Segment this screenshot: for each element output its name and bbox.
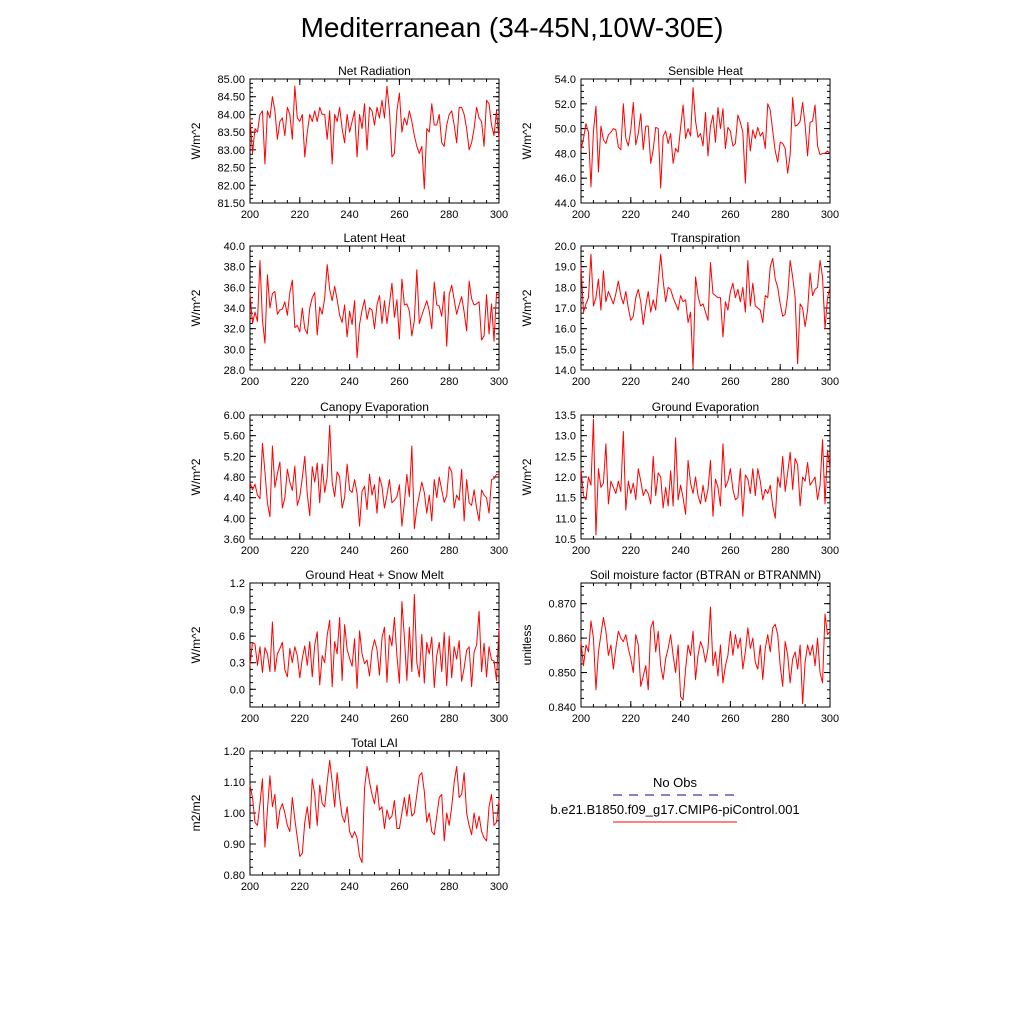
ground-heat-snow-melt-title: Ground Heat + Snow Melt: [305, 568, 444, 582]
net-radiation-y-tick-label: 83.00: [217, 144, 245, 157]
total-lai-x-tick-label: 280: [440, 881, 459, 893]
transpiration-title: Transpiration: [670, 231, 741, 245]
soil-moisture-factor-btran-or-btranmn-series-line: [581, 607, 830, 703]
canopy-evaporation-y-tick-label: 3.60: [223, 534, 245, 546]
latent-heat-x-tick-label: 220: [290, 376, 309, 388]
panel-latent-heat: [189, 231, 508, 388]
legend-line-model: [610, 819, 740, 825]
transpiration-frame: [581, 246, 830, 370]
sensible-heat-y-tick-label: 50.0: [554, 123, 576, 136]
ground-evaporation-ylabel: W/m^2: [520, 458, 534, 496]
sensible-heat-x-tick-label: 240: [671, 209, 690, 221]
panel-canopy-evaporation: [189, 400, 508, 557]
sensible-heat-x-tick-label: 280: [771, 209, 790, 221]
transpiration-ylabel: W/m^2: [520, 289, 534, 327]
canopy-evaporation-y-tick-label: 4.80: [223, 472, 245, 484]
canopy-evaporation-x-tick-label: 220: [290, 545, 309, 557]
net-radiation-series-line: [250, 86, 499, 189]
transpiration-y-tick-label: 14.0: [554, 365, 576, 377]
canopy-evaporation-y-tick-label: 4.00: [223, 513, 245, 526]
sensible-heat-ylabel: W/m^2: [520, 122, 534, 160]
legend-label-obs: No Obs: [652, 775, 698, 790]
net-radiation-frame: [250, 79, 499, 203]
total-lai-x-tick-label: 260: [390, 881, 409, 893]
total-lai-x-tick-label: 240: [340, 881, 359, 893]
soil-moisture-factor-btran-or-btranmn-title: Soil moisture factor (BTRAN or BTRANMN): [589, 568, 822, 582]
ground-heat-snow-melt-y-tick-label: 0.6: [229, 631, 245, 644]
net-radiation-y-tick-label: 81.50: [217, 198, 245, 210]
latent-heat-title: Latent Heat: [343, 231, 406, 245]
transpiration-x-tick-label: 260: [721, 376, 740, 388]
ground-heat-snow-melt-y-tick-label: 0.3: [229, 657, 245, 670]
panel-net-radiation: [189, 64, 508, 221]
legend-label-model: b.e21.B1850.f09_g17.CMIP6-piControl.001: [550, 802, 800, 817]
transpiration-x-tick-label: 280: [771, 376, 790, 388]
net-radiation-y-tick-label: 85.00: [217, 74, 245, 86]
net-radiation-x-tick-label: 300: [489, 209, 509, 221]
ground-evaporation-title: Ground Evaporation: [651, 400, 760, 414]
legend-line-obs: [610, 792, 740, 798]
ground-evaporation-y-tick-label: 13.5: [554, 410, 576, 422]
net-radiation-x-tick-label: 200: [240, 209, 260, 221]
transpiration-y-tick-label: 17.0: [554, 303, 576, 315]
ground-heat-snow-melt-x-tick-label: 280: [440, 713, 459, 725]
net-radiation-x-tick-label: 240: [340, 209, 359, 221]
canopy-evaporation-x-tick-label: 280: [440, 545, 459, 557]
ground-heat-snow-melt-frame: [250, 583, 499, 707]
canopy-evaporation-y-tick-label: 5.20: [223, 451, 245, 464]
net-radiation-x-tick-label: 280: [440, 209, 459, 221]
ground-evaporation-y-tick-label: 11.0: [555, 513, 576, 526]
ground-heat-snow-melt-y-tick-label: 1.2: [229, 578, 245, 590]
ground-evaporation-y-tick-label: 12.5: [554, 451, 576, 464]
latent-heat-x-tick-label: 300: [489, 376, 509, 388]
sensible-heat-y-tick-label: 46.0: [554, 173, 576, 186]
canopy-evaporation-y-tick-label: 4.40: [223, 492, 245, 505]
soil-moisture-factor-btran-or-btranmn-x-tick-label: 200: [571, 713, 591, 725]
transpiration-x-tick-label: 200: [571, 376, 591, 388]
sensible-heat-x-tick-label: 260: [721, 209, 740, 221]
canopy-evaporation-x-tick-label: 300: [489, 545, 509, 557]
ground-evaporation-y-tick-label: 13.0: [554, 430, 576, 443]
soil-moisture-factor-btran-or-btranmn-ylabel: unitless: [520, 624, 534, 666]
latent-heat-y-tick-label: 36.0: [223, 282, 245, 295]
ground-evaporation-x-tick-label: 220: [621, 545, 640, 557]
ground-heat-snow-melt-x-tick-label: 220: [290, 713, 309, 725]
latent-heat-x-tick-label: 200: [240, 376, 260, 388]
ground-heat-snow-melt-ylabel: W/m^2: [189, 626, 203, 664]
canopy-evaporation-x-tick-label: 200: [240, 545, 260, 557]
soil-moisture-factor-btran-or-btranmn-y-tick-label: 0.850: [548, 667, 576, 680]
sensible-heat-x-tick-label: 200: [571, 209, 591, 221]
ground-evaporation-y-tick-label: 10.5: [554, 534, 576, 546]
latent-heat-y-tick-label: 34.0: [223, 303, 245, 315]
ground-evaporation-frame: [581, 415, 830, 539]
total-lai-x-tick-label: 220: [290, 881, 309, 893]
ground-heat-snow-melt-x-tick-label: 260: [390, 713, 409, 725]
total-lai-title: Total LAI: [351, 736, 398, 750]
latent-heat-ylabel: W/m^2: [189, 289, 203, 327]
panel-total-lai: [189, 736, 508, 893]
net-radiation-x-tick-label: 220: [290, 209, 309, 221]
canopy-evaporation-x-tick-label: 240: [340, 545, 359, 557]
transpiration-x-tick-label: 300: [820, 376, 840, 388]
latent-heat-y-tick-label: 38.0: [223, 261, 245, 274]
sensible-heat-title: Sensible Heat: [668, 64, 743, 78]
panel-transpiration: [520, 231, 839, 388]
net-radiation-y-tick-label: 82.50: [217, 162, 245, 175]
sensible-heat-y-tick-label: 48.0: [554, 148, 576, 161]
soil-moisture-factor-btran-or-btranmn-x-tick-label: 220: [621, 713, 640, 725]
transpiration-y-tick-label: 19.0: [554, 261, 576, 274]
ground-heat-snow-melt-series-line: [250, 595, 499, 689]
ground-heat-snow-melt-x-tick-label: 200: [240, 713, 260, 725]
latent-heat-x-tick-label: 240: [340, 376, 359, 388]
panel-soil-moisture-factor-btran-or-btranmn: [520, 568, 839, 725]
total-lai-x-tick-label: 200: [240, 881, 260, 893]
canopy-evaporation-y-tick-label: 5.60: [223, 430, 245, 443]
net-radiation-x-tick-label: 260: [390, 209, 409, 221]
transpiration-y-tick-label: 18.0: [554, 282, 576, 295]
latent-heat-frame: [250, 246, 499, 370]
soil-moisture-factor-btran-or-btranmn-y-tick-label: 0.870: [548, 598, 576, 611]
ground-evaporation-series-line: [581, 419, 830, 535]
panel-sensible-heat: [520, 64, 839, 221]
ground-heat-snow-melt-y-tick-label: 0.9: [229, 604, 245, 617]
transpiration-y-tick-label: 16.0: [554, 323, 576, 336]
net-radiation-y-tick-label: 83.50: [217, 127, 245, 140]
canopy-evaporation-series-line: [250, 425, 499, 528]
soil-moisture-factor-btran-or-btranmn-y-tick-label: 0.840: [548, 702, 576, 714]
net-radiation-y-tick-label: 84.50: [217, 91, 245, 104]
soil-moisture-factor-btran-or-btranmn-x-tick-label: 280: [771, 713, 790, 725]
transpiration-y-tick-label: 20.0: [554, 241, 576, 253]
ground-evaporation-x-tick-label: 200: [571, 545, 591, 557]
ground-evaporation-x-tick-label: 280: [771, 545, 790, 557]
canopy-evaporation-x-tick-label: 260: [390, 545, 409, 557]
latent-heat-series-line: [250, 260, 499, 357]
ground-heat-snow-melt-x-tick-label: 300: [489, 713, 509, 725]
total-lai-frame: [250, 751, 499, 875]
ground-heat-snow-melt-x-tick-label: 240: [340, 713, 359, 725]
latent-heat-y-tick-label: 32.0: [223, 323, 245, 336]
total-lai-y-tick-label: 0.90: [223, 839, 245, 851]
net-radiation-y-tick-label: 84.00: [217, 109, 245, 122]
latent-heat-y-tick-label: 30.0: [223, 344, 245, 357]
total-lai-y-tick-label: 1.10: [223, 777, 245, 789]
net-radiation-title: Net Radiation: [338, 64, 411, 78]
panel-ground-evaporation: [520, 400, 839, 557]
total-lai-y-tick-label: 1.20: [223, 746, 245, 758]
total-lai-ylabel: m2/m2: [189, 794, 203, 832]
panel-ground-heat-snow-melt: [189, 568, 508, 725]
latent-heat-x-tick-label: 280: [440, 376, 459, 388]
transpiration-x-tick-label: 220: [621, 376, 640, 388]
canopy-evaporation-ylabel: W/m^2: [189, 458, 203, 496]
figure-title: Mediterranean (34-45N,10W-30E): [300, 12, 724, 43]
legend: [520, 775, 830, 829]
ground-evaporation-y-tick-label: 11.5: [555, 492, 576, 505]
soil-moisture-factor-btran-or-btranmn-x-tick-label: 260: [721, 713, 740, 725]
sensible-heat-y-tick-label: 54.0: [554, 74, 576, 86]
net-radiation-ylabel: W/m^2: [189, 122, 203, 160]
soil-moisture-factor-btran-or-btranmn-x-tick-label: 240: [671, 713, 690, 725]
ground-evaporation-x-tick-label: 300: [820, 545, 840, 557]
total-lai-series-line: [250, 760, 499, 862]
total-lai-y-tick-label: 1.00: [223, 808, 245, 820]
ground-heat-snow-melt-y-tick-label: 0.0: [229, 684, 245, 697]
total-lai-y-tick-label: 0.80: [223, 870, 245, 882]
canopy-evaporation-y-tick-label: 6.00: [223, 410, 245, 422]
transpiration-x-tick-label: 240: [671, 376, 690, 388]
latent-heat-y-tick-label: 28.0: [223, 365, 245, 377]
latent-heat-y-tick-label: 40.0: [223, 241, 245, 253]
canopy-evaporation-title: Canopy Evaporation: [320, 400, 429, 414]
latent-heat-x-tick-label: 260: [390, 376, 409, 388]
total-lai-x-tick-label: 300: [489, 881, 509, 893]
sensible-heat-y-tick-label: 52.0: [554, 98, 576, 111]
sensible-heat-x-tick-label: 220: [621, 209, 640, 221]
sensible-heat-y-tick-label: 44.0: [554, 198, 576, 210]
soil-moisture-factor-btran-or-btranmn-x-tick-label: 300: [820, 713, 840, 725]
soil-moisture-factor-btran-or-btranmn-y-tick-label: 0.860: [548, 633, 576, 646]
sensible-heat-series-line: [581, 88, 830, 188]
transpiration-series-line: [581, 254, 830, 368]
transpiration-y-tick-label: 15.0: [554, 344, 576, 357]
ground-evaporation-x-tick-label: 260: [721, 545, 740, 557]
net-radiation-y-tick-label: 82.00: [217, 180, 245, 193]
ground-evaporation-y-tick-label: 12.0: [554, 472, 576, 484]
soil-moisture-factor-btran-or-btranmn-frame: [581, 583, 830, 707]
ground-evaporation-x-tick-label: 240: [671, 545, 690, 557]
sensible-heat-x-tick-label: 300: [820, 209, 840, 221]
